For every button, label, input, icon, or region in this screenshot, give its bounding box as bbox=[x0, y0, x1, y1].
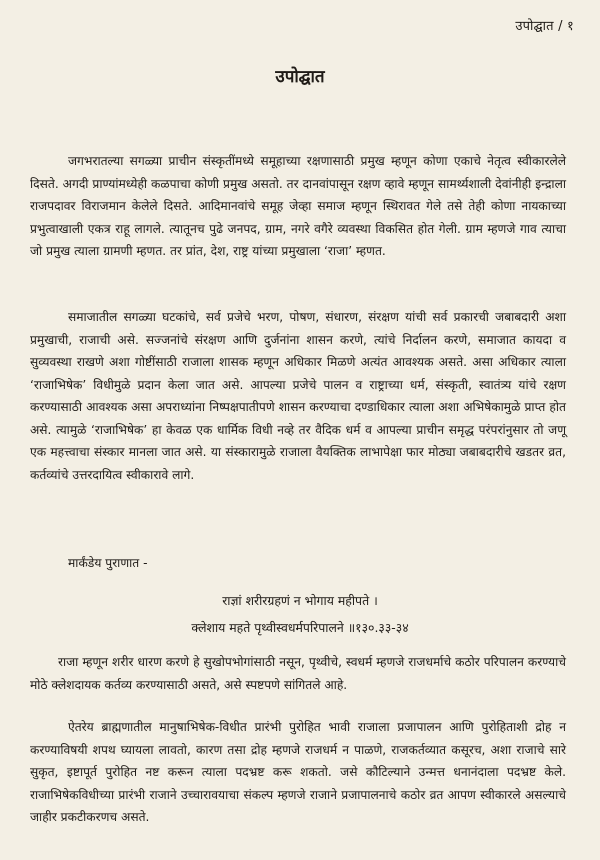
verse-line-1: राज्ञां शरीरग्रहणं न भोगाय महीपते । bbox=[222, 593, 378, 608]
chapter-title: उपोद्घात bbox=[275, 67, 325, 87]
verse-intro: मार्कंडेय पुराणात - bbox=[68, 556, 148, 570]
paragraph-2: समाजातील सगळ्या घटकांचे, सर्व प्रजेचे भरण, पोषण, संधारण, संरक्षण यांची सर्व प्रकारची जबाबदारी अशा प्रमुखाची, राजाची असे. सज्जनांचे संरक्षण आणि दुर्जनांना शासन करणे, त्यांचे निर्दालन करणे, समाजात कायदा व सुव्यवस्था राखणे अशा गोष्टींसाठी राजाला शासक म्हणून अधिकार मिळणे अत्यंत आवश्यक असते. असा अधिकार त्याला ‘राजाभिषेक’ विधीमुळे प्रदान केला जात असे. आपल्या प्रजेचे पालन व राष्ट्राच्या धर्म, संस्कृती, स्वातंत्र्य यांचे रक्षण करण्यासाठी आवश्यक असा अपराध्यांना निष्पक्षपातीपणे शासन करण्याचा दण्डाधिकार त्याला अशा अभिषेकामुळे प्राप्त होत असे. त्यामुळे ‘राजाभिषेक’ हा केवळ एक धार्मिक विधी नव्हे तर वैदिक धर्म व आपल्या प्राचीन समृद्ध परंपरांनुसार तो जणू एक महत्त्वाचा संस्कार मानला जात असे. या संस्कारामुळे राजाला वैयक्तिक लाभापेक्षा फार मोठ्या जबाबदारीचे खडतर व्रत, कर्तव्यांचे उत्तरदायित्व स्वीकारावे लागे. bbox=[30, 310, 566, 482]
running-header: उपोद्घात / १ bbox=[515, 19, 574, 34]
paragraph-1: जगभरातल्या सगळ्या प्राचीन संस्कृतींमध्ये समूहाच्या रक्षणासाठी प्रमुख म्हणून कोणा एकाचे नेतृत्व स्वीकारलेले दिसते. अगदी प्राण्यांमध्येही कळपाचा कोणी प्रमुख असतो. तर दानवांपासून रक्षण व्हावे म्हणून सामर्थ्यशाली देवांनीही इन्द्राला राजपदावर विराजमान केलेले दिसते. आदिमानवांचे समूह जेव्हा समाज म्हणून स्थिरावत गेले तसे तेही कोणा नायकाच्या प्रभुत्वाखाली एकत्र राहू लागले. त्यातूनच पुढे जनपद, ग्राम, नगरे वगैरे व्यवस्था विकसित होत गेली. ग्राम म्हणजे गाव त्याचा जो प्रमुख त्याला ग्रामणी म्हणत. तर प्रांत, देश, राष्ट्र यांच्या प्रमुखाला ‘राजा’ म्हणत. bbox=[30, 154, 566, 258]
verse-line-2: क्लेशाय महते पृथ्वीस्वधर्मपरिपालने ॥१३०.३३-३४ bbox=[191, 620, 409, 635]
paragraph-4: ऐतरेय ब्राह्मणातील मानुषाभिषेक-विधीत प्रारंभी पुरोहित भावी राजाला प्रजापालन आणि पुरोहिताशी द्रोह न करण्याविषयी शपथ घ्यायला लावतो, कारण तसा द्रोह म्हणजे राजधर्म न पाळणे, राजकर्तव्यात कसूरच, अशा राजाचे सारे सुकृत, इष्टापूर्त पुरोहित नष्ट करून त्याला पदभ्रष्ट करू शकतो. जसे कौटिल्याने उन्मत्त धनानंदाला पदभ्रष्ट केले. राजाभिषेकविधीच्या प्रारंभी राजाने उच्चारावयाचा संकल्प म्हणजे राजाने प्रजापालनाचे कठोर व्रत आपण स्वीकारले असल्याचे जाहीर प्रकटीकरणच असते. bbox=[30, 720, 566, 824]
paragraph-3: राजा म्हणून शरीर धारण करणे हे सुखोपभोगांसाठी नसून, पृथ्वीचे, स्वधर्म म्हणजे राजधर्माचे कठोर परिपालन करण्याचे मोठे क्लेशदायक कर्तव्य करण्यासाठी असते, असे स्पष्टपणे सांगितले आहे. bbox=[30, 655, 566, 692]
